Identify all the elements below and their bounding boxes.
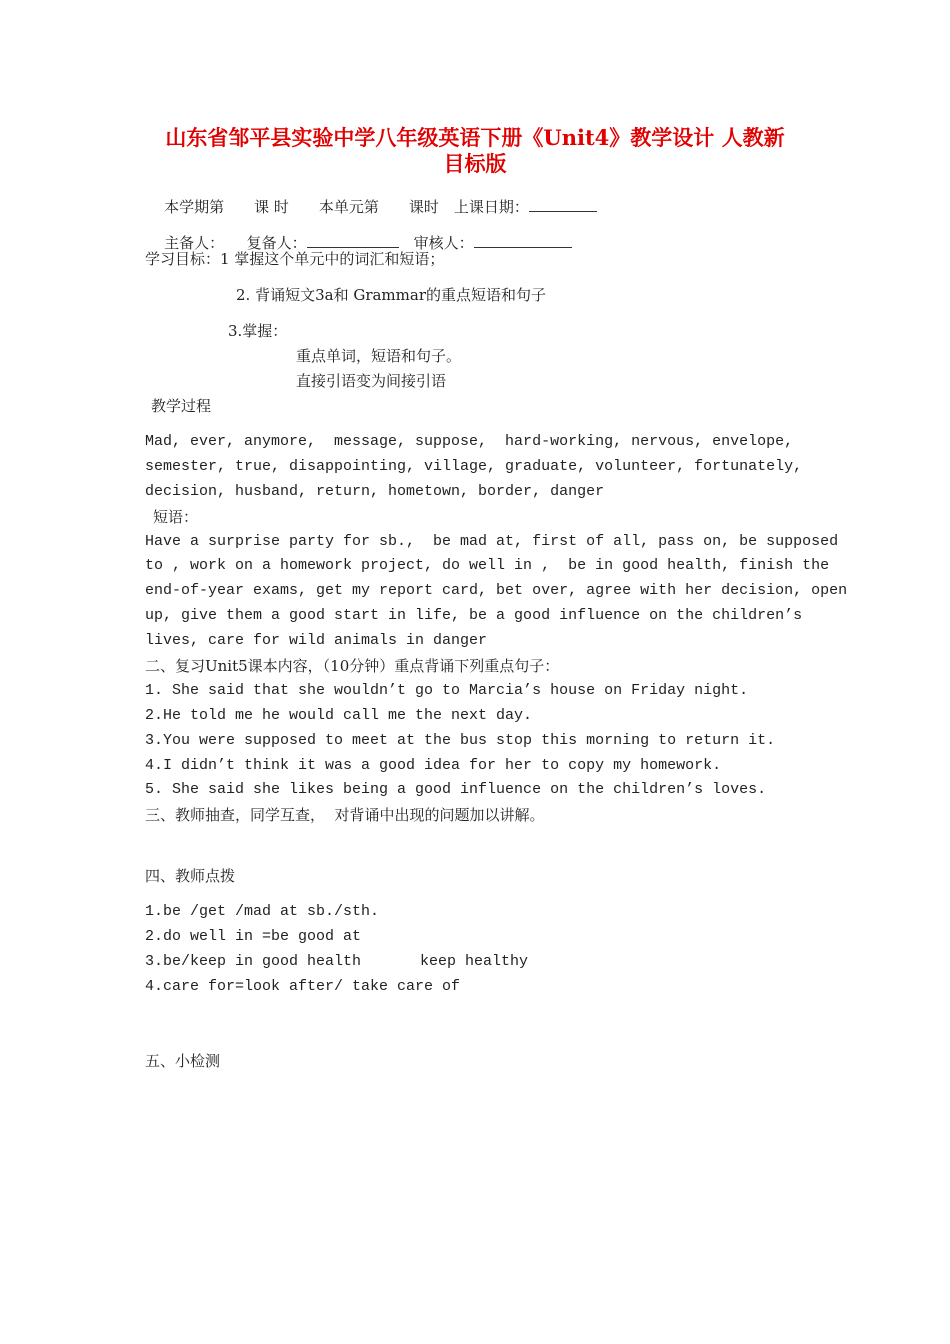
sentence-4: 4.I didn’t think it was a good idea for her to copy my homework.	[145, 757, 722, 774]
preparer-text: 主备人： 复备人：	[164, 234, 307, 252]
section5-heading: 五、小检测	[145, 1052, 221, 1070]
goal-2: 2. 背诵短文3a和 Grammar的重点短语和句子	[236, 286, 546, 304]
goal-3b: 直接引语变为间接引语	[296, 372, 447, 390]
section4-heading: 四、教师点拨	[145, 867, 236, 885]
goal-3: 3.掌握：	[228, 322, 288, 340]
schedule-text: 本学期第 课 时 本单元第 课时 上课日期：	[164, 198, 529, 216]
phrases-line-5: lives, care for wild animals in danger	[145, 632, 488, 649]
point-3: 3.be/keep in good health	[145, 953, 362, 970]
phrases-heading: 短语：	[153, 508, 199, 526]
vocab-line-2: semester, true, disappointing, village, graduate, volunteer, fortunately,	[145, 458, 803, 475]
goal-3a: 重点单词，短语和句子。	[296, 347, 462, 365]
point-1: 1.be /get /mad at sb./sth.	[145, 903, 380, 920]
section2-heading: 二、复习Unit5课本内容，（10分钟）重点背诵下列重点句子：	[145, 657, 560, 675]
point-3-extra: keep healthy	[420, 953, 529, 970]
document-title-line1: 山东省邹平县实验中学八年级英语下册《Unit4》教学设计 人教新	[165, 125, 785, 150]
sentence-1: 1. She said that she wouldn’t go to Marcia’s house on Friday night.	[145, 682, 749, 699]
checker-blank	[474, 233, 572, 248]
checker-text: 审核人：	[398, 234, 474, 252]
vocab-line-3: decision, husband, return, hometown, border, danger	[145, 483, 605, 500]
date-blank	[529, 197, 597, 212]
vocab-line-1: Mad, ever, anymore, message, suppose, hard-working, nervous, envelope,	[145, 433, 794, 450]
process-heading: 教学过程	[151, 397, 212, 415]
reviewer-blank	[307, 233, 399, 248]
sentence-2: 2.He told me he would call me the next day.	[145, 707, 533, 724]
document-title-line2: 目标版	[443, 151, 507, 176]
phrases-line-1: Have a surprise party for sb., be mad at, first of all, pass on, be supposed	[145, 533, 839, 550]
sentence-3: 3.You were supposed to meet at the bus stop this morning to return it.	[145, 732, 776, 749]
goal-1: 学习目标：1 掌握这个单元中的词汇和短语；	[145, 250, 445, 268]
phrases-line-3: end-of-year exams, get my report card, bet over, agree with her decision, open	[145, 582, 848, 599]
point-2: 2.do well in =be good at	[145, 928, 362, 945]
phrases-line-4: up, give them a good start in life, be a good influence on the children’s	[145, 607, 803, 624]
phrases-line-2: to , work on a homework project, do well in , be in good health, finish the	[145, 557, 830, 574]
section3-text: 三、教师抽查，同学互查， 对背诵中出现的问题加以讲解。	[145, 806, 545, 824]
point-4: 4.care for=look after/ take care of	[145, 978, 461, 995]
sentence-5: 5. She said she likes being a good influence on the children’s loves.	[145, 781, 767, 798]
